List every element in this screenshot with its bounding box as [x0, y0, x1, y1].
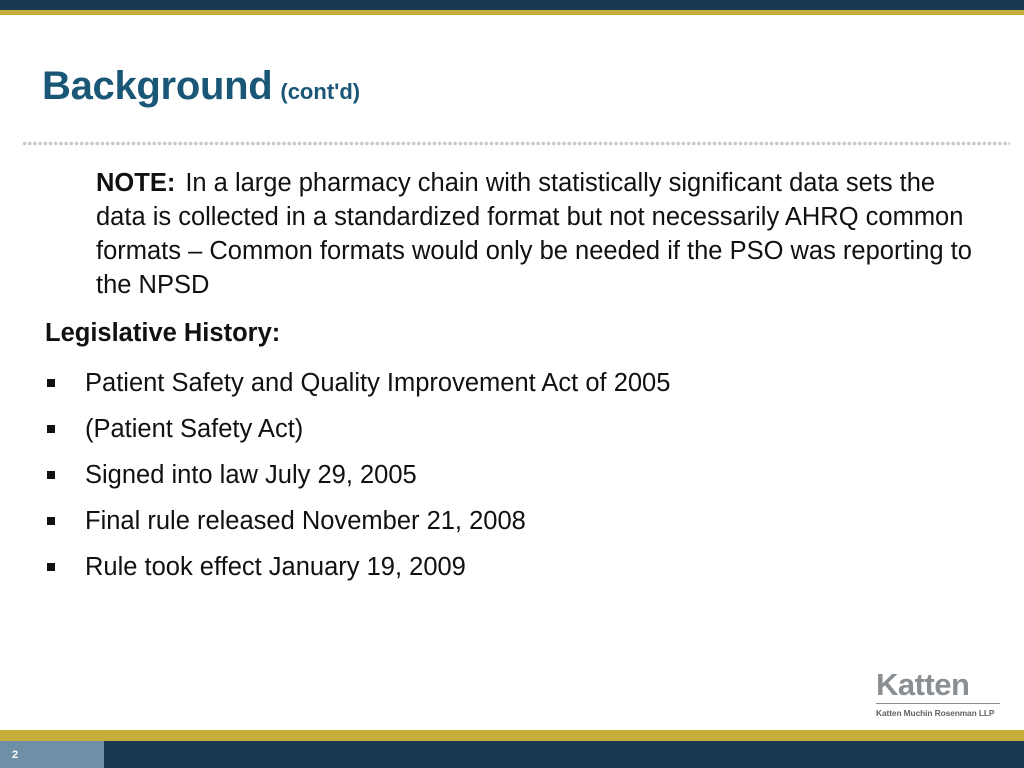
- square-bullet-icon: [47, 563, 55, 571]
- square-bullet-icon: [47, 517, 55, 525]
- note-text: In a large pharmacy chain with statistically significant data sets the data is collected in a standardized format but not necessarily AHRQ common formats – Common formats would only be needed if the PSO was reporting to the NPSD: [96, 169, 972, 299]
- list-item-text: (Patient Safety Act): [85, 414, 304, 443]
- logo-wordmark: Katten: [876, 667, 970, 702]
- list-item: [45, 452, 670, 498]
- title-subtitle: (cont'd): [280, 79, 361, 104]
- square-bullet-icon: [47, 425, 55, 433]
- list-item-text: Final rule released November 21, 2008: [85, 506, 526, 535]
- list-item: [45, 498, 670, 544]
- top-band-navy: [0, 0, 1024, 10]
- note-label: NOTE:: [96, 169, 176, 197]
- list-item-text: Rule took effect January 19, 2009: [85, 552, 466, 581]
- square-bullet-icon: [47, 471, 55, 479]
- note-paragraph: [96, 166, 986, 302]
- list-item: [45, 544, 670, 590]
- list-item-text: Patient Safety and Quality Improvement Act of 2005: [85, 368, 671, 397]
- list-item: [45, 406, 670, 452]
- logo-firm-name: Katten Muchin Rosenman LLP: [876, 708, 995, 718]
- list-item: [45, 360, 670, 406]
- katten-logo: [876, 668, 1002, 720]
- logo-rule: [876, 703, 1000, 704]
- slide-title: [42, 64, 360, 109]
- legislative-history-heading: Legislative History:: [45, 319, 281, 347]
- bottom-band-navy: [0, 741, 1024, 768]
- title-main: Background: [42, 64, 273, 108]
- page-number: 2: [12, 749, 19, 761]
- dotted-divider: [22, 140, 1010, 147]
- bottom-band-gold: [0, 730, 1024, 741]
- top-band-gold: [0, 10, 1024, 15]
- legislative-history-list: [45, 360, 670, 590]
- list-item-text: Signed into law July 29, 2005: [85, 460, 417, 489]
- square-bullet-icon: [47, 379, 55, 387]
